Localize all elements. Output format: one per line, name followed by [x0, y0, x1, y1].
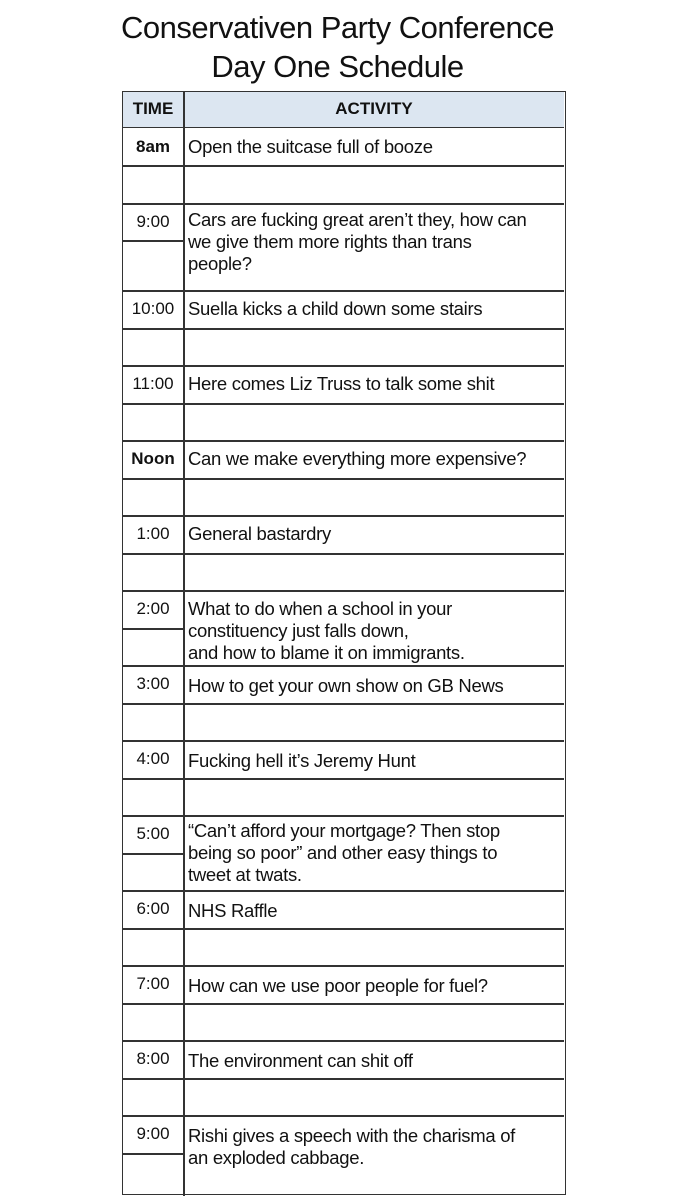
time-label: 3:00 — [136, 674, 170, 693]
activity-text: Suella kicks a child down some stairs — [188, 298, 483, 319]
row-divider — [123, 553, 564, 555]
title-line-2: Day One Schedule — [211, 49, 464, 84]
column-divider — [183, 92, 185, 1196]
row-divider — [123, 165, 564, 167]
activity-text: The environment can shit off — [188, 1050, 413, 1071]
header-time: TIME — [132, 99, 174, 118]
row-divider — [123, 890, 564, 892]
row-divider — [123, 590, 564, 592]
activity-text: NHS Raffle — [188, 900, 278, 921]
time-divider — [123, 628, 184, 630]
row-divider — [123, 665, 564, 667]
row-divider — [123, 815, 564, 817]
row-divider — [123, 965, 564, 967]
time-label: 2:00 — [136, 599, 170, 618]
time-label: 9:00 — [136, 212, 170, 231]
row-divider — [123, 1115, 564, 1117]
row-divider — [123, 403, 564, 405]
activity-text: Cars are fucking great aren’t they, how can we give them more rights than trans people? — [188, 209, 527, 274]
time-label: 1:00 — [136, 524, 170, 543]
activity-text: Open the suitcase full of booze — [188, 136, 433, 157]
time-divider — [123, 1153, 184, 1155]
activity-text: How to get your own show on GB News — [188, 675, 504, 696]
activity-text: Rishi gives a speech with the charisma of an exploded cabbage. — [188, 1125, 516, 1168]
activity-text: Fucking hell it’s Jeremy Hunt — [188, 750, 416, 771]
time-label: 5:00 — [136, 824, 170, 843]
time-divider — [123, 853, 184, 855]
row-divider — [123, 328, 564, 330]
activity-text: What to do when a school in your constituency just falls down, and how to blame it on immigrants. — [188, 598, 465, 663]
time-label: 9:00 — [136, 1124, 170, 1143]
row-divider — [123, 1040, 564, 1042]
row-divider — [123, 740, 564, 742]
title-line-1: Conservativen Party Conference — [120, 10, 554, 45]
activity-text: How can we use poor people for fuel? — [188, 975, 488, 996]
time-label: 8am — [135, 137, 171, 156]
schedule-table — [122, 91, 566, 1195]
time-label: 4:00 — [136, 749, 170, 768]
row-divider — [123, 203, 564, 205]
activity-text: “Can’t afford your mortgage? Then stop being so poor” and other easy things to tweet at twats. — [188, 820, 500, 885]
activity-text: Can we make everything more expensive? — [188, 448, 527, 469]
time-label: 6:00 — [136, 899, 170, 918]
time-label: 7:00 — [136, 974, 170, 993]
activity-text: General bastardry — [188, 523, 331, 544]
time-divider — [123, 240, 184, 242]
time-label: 8:00 — [136, 1049, 170, 1068]
row-divider — [123, 478, 564, 480]
page-title — [0, 8, 675, 86]
activity-text: Here comes Liz Truss to talk some shit — [188, 373, 495, 394]
table-header — [123, 92, 564, 128]
time-label: Noon — [131, 449, 175, 468]
time-label: 11:00 — [132, 374, 174, 393]
header-activity: ACTIVITY — [335, 99, 413, 118]
time-label: 10:00 — [131, 299, 175, 318]
